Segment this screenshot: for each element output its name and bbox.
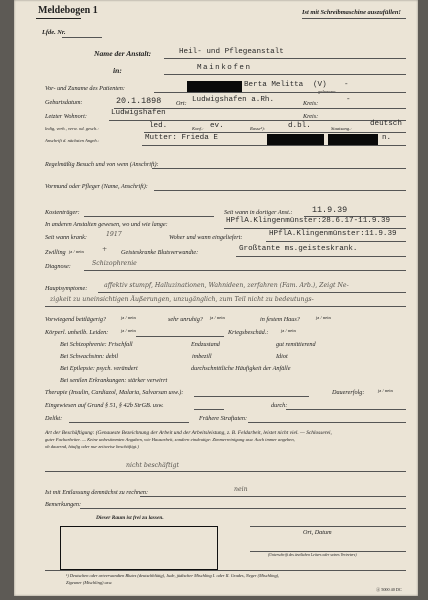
restless-options: ja / nein: [210, 315, 225, 320]
epilepsy-label: Bei Epilepsie: psych. verändert: [60, 365, 138, 372]
remarks-label: Bemerkungen:: [45, 501, 82, 508]
patient-given-name: Berta Melitta: [244, 81, 304, 89]
restless-label: sehr unruhig?: [168, 316, 203, 323]
twin-label: Zwilling: [45, 249, 66, 256]
since-when-value: 11.9.39: [312, 205, 348, 215]
citizenship-value: deutsch: [370, 120, 402, 128]
offense-label: Delikt:: [45, 415, 63, 422]
relatives-address-value: Mutter: Frieda E: [145, 134, 218, 142]
bedridden-options: ja / nein: [121, 315, 136, 320]
footnote-line1: ¹) Deutschen oder artverwandten Blutes (deutschblütig), Jude, jüdischer Mischling I. oder II. Grades, Neger (Mischling),: [66, 573, 280, 578]
prior-offenses-label: Frühere Straftaten:: [199, 415, 248, 422]
main-symptoms-line2: zigkeit zu uneinsichtigen Äußerungen, unzugänglich, zum Teil nicht zu bedeutungs-: [50, 296, 314, 303]
free-box: [60, 526, 218, 570]
birthdate-value: 20.1.1898: [116, 96, 162, 106]
race-value: d.bl.: [288, 122, 311, 130]
remitting-label: gut remittierend: [276, 341, 316, 348]
marital-status-value: led.: [149, 122, 168, 130]
since-when-label: Seit wann in dortiger Anst.:: [224, 209, 293, 216]
mental-relatives-label: Geisteskranke Blutsverwandte:: [121, 249, 199, 256]
other-institutions-label: In anderen Anstalten gewesen, wo und wie lange:: [45, 221, 168, 228]
institution-in-label: in:: [113, 66, 122, 75]
marital-status-label: ledig, verh., verw. od. gesch.:: [45, 126, 99, 131]
idiot-label: Idiot: [276, 353, 288, 360]
war-injury-label: Kriegsbeschäd.:: [228, 329, 269, 336]
redacted-relative-surname: [267, 134, 324, 145]
main-symptoms-label: Hauptsymptome:: [45, 285, 88, 292]
discharge-label: Ist mit Entlassung demnächst zu rechnen:: [45, 489, 149, 496]
discharge-value: nein: [234, 486, 248, 493]
war-injury-options: ja / nein: [281, 328, 296, 333]
birthdate-label: Geburtsdatum:: [45, 99, 83, 106]
birthplace-value: Ludwigshafen a.Rh.: [192, 96, 275, 104]
patient-remark: (V): [313, 81, 327, 89]
form-title: Meldebogen 1: [38, 5, 98, 16]
signature-caption: (Unterschrift des ärztlichen Leiters oder seines Vertreters): [268, 553, 357, 557]
patient-name-label: Vor- und Zuname des Patienten:: [45, 85, 125, 92]
senile-label: Bei senilen Erkrankungen: stärker verwirrt: [60, 377, 168, 384]
cost-bearer-label: Kostenträger:: [45, 209, 80, 216]
guardian-label: Vormund oder Pfleger (Name, Anschrift):: [45, 183, 148, 190]
institution-location: Mainkofen: [197, 64, 252, 72]
twin-value: +: [102, 246, 108, 253]
last-residence-value: Ludwigshafen: [111, 109, 166, 117]
feeble-minded-label: Bei Schwachsinn: debil: [60, 353, 119, 360]
transferred-from-value: HPflA.Klingenmünster:11.9.39: [269, 230, 397, 238]
admitted-since-value: 1917: [106, 231, 122, 238]
confession-label: Konf.:: [192, 126, 204, 131]
lasting-effect-options: ja / nein: [378, 388, 393, 393]
diagnosis-label: Diagnose:: [45, 263, 71, 270]
district2-label: Kreis:: [303, 113, 319, 120]
employment-line2: guter Facharbeiter. — Keine unbestimmten Angaben, wie Hausarbeit, sondern eindeutige: Zimmerreinigung usw. Auch immer angeben,: [45, 437, 295, 442]
lasting-effect-label: Dauererfolg:: [332, 389, 365, 396]
confession-value: ev.: [210, 122, 224, 130]
district-value: -: [346, 96, 351, 104]
closed-house-label: in festem Haus?: [260, 316, 300, 323]
free-box-label: Dieser Raum ist frei zu lassen.: [96, 515, 164, 521]
last-residence-label: Letzter Wohnort:: [45, 113, 87, 120]
transferred-from-label: Woher und wann eingeliefert:: [169, 234, 243, 241]
birthplace-label: Ort:: [176, 100, 187, 107]
redacted-surname: [187, 81, 242, 92]
main-symptoms-line1: affektiv stumpf, Halluzinationen, Wahnideen, zerfahren (Fam. Arb.), Zeigt Ne-: [104, 282, 349, 289]
seizure-frequency-label: durchschnittliche Häufigkeit der Anfälle: [191, 365, 291, 372]
institution-label: Name der Anstalt:: [94, 49, 152, 58]
institution-name: Heil- und Pflegeanstalt: [179, 48, 284, 56]
employment-line3: ob dauernd, häufig oder nur zeitweise beschäftigt.): [45, 444, 139, 449]
print-code: Ⓐ 5000 40 DC: [376, 587, 402, 592]
diagnosis-value: Schizophrenie: [92, 260, 137, 267]
typewriter-note: Ist mit Schreibmaschine auszufüllen!: [302, 9, 401, 16]
mental-relatives-value: Großtante ms.geisteskrank.: [239, 245, 358, 253]
committed-label: Eingewiesen auf Grund § 51, § 42b StrGB. usw.: [45, 402, 164, 409]
relatives-address-suffix: n.: [382, 134, 392, 142]
employment-value: nicht beschäftigt: [126, 462, 180, 469]
district-label: Kreis:: [303, 100, 319, 107]
form-sheet: [14, 0, 418, 596]
redacted-relative-address: [328, 134, 378, 145]
birth-name-value: -: [344, 81, 349, 89]
by-label: durch:: [271, 402, 288, 409]
relatives-address-label: Anschrift d. nächsten Angeh.:: [45, 138, 100, 143]
place-date-label: Ort, Datum: [303, 529, 332, 536]
imbecile-label: imbezill: [192, 353, 212, 360]
footnote-line2: Zigeuner (Mischling) usw.: [66, 580, 113, 585]
physical-illness-options: ja / nein: [121, 328, 136, 333]
physical-illness-label: Körperl. unheilb. Leiden:: [45, 329, 109, 336]
serial-number-label: Lfde. Nr.: [42, 29, 66, 36]
bedridden-label: Vorwiegend bettlägerig?: [45, 316, 107, 323]
other-institutions-value: HPflA.Klingenmünster:28.6.17-11.9.39: [226, 217, 391, 225]
therapy-label: Therapie (Insulin, Cardiazol, Malaria, Salvarsan usw.):: [45, 389, 184, 396]
employment-label: Art der Beschäftigung: (Genaueste Bezeichnung der Arbeit und der Arbeitsleistung, z. B. Feldarbeit, leistet nicht viel. — Schlosserei,: [45, 430, 332, 436]
schizophrenia-label: Bei Schizophrenie: Frischfall: [60, 341, 133, 348]
final-state-label: Endzustand: [191, 341, 220, 348]
admitted-since-label: Seit wann krank:: [45, 234, 87, 241]
twin-options: ja / nein: [69, 249, 84, 254]
race-label: Rasse¹):: [250, 126, 266, 131]
citizenship-label: Staatsang.:: [331, 126, 352, 131]
visits-label: Regelmäßig Besuch und von wem (Anschrift):: [45, 161, 159, 168]
closed-house-options: ja / nein: [316, 315, 331, 320]
birth-name-label: geborene:: [318, 89, 337, 94]
